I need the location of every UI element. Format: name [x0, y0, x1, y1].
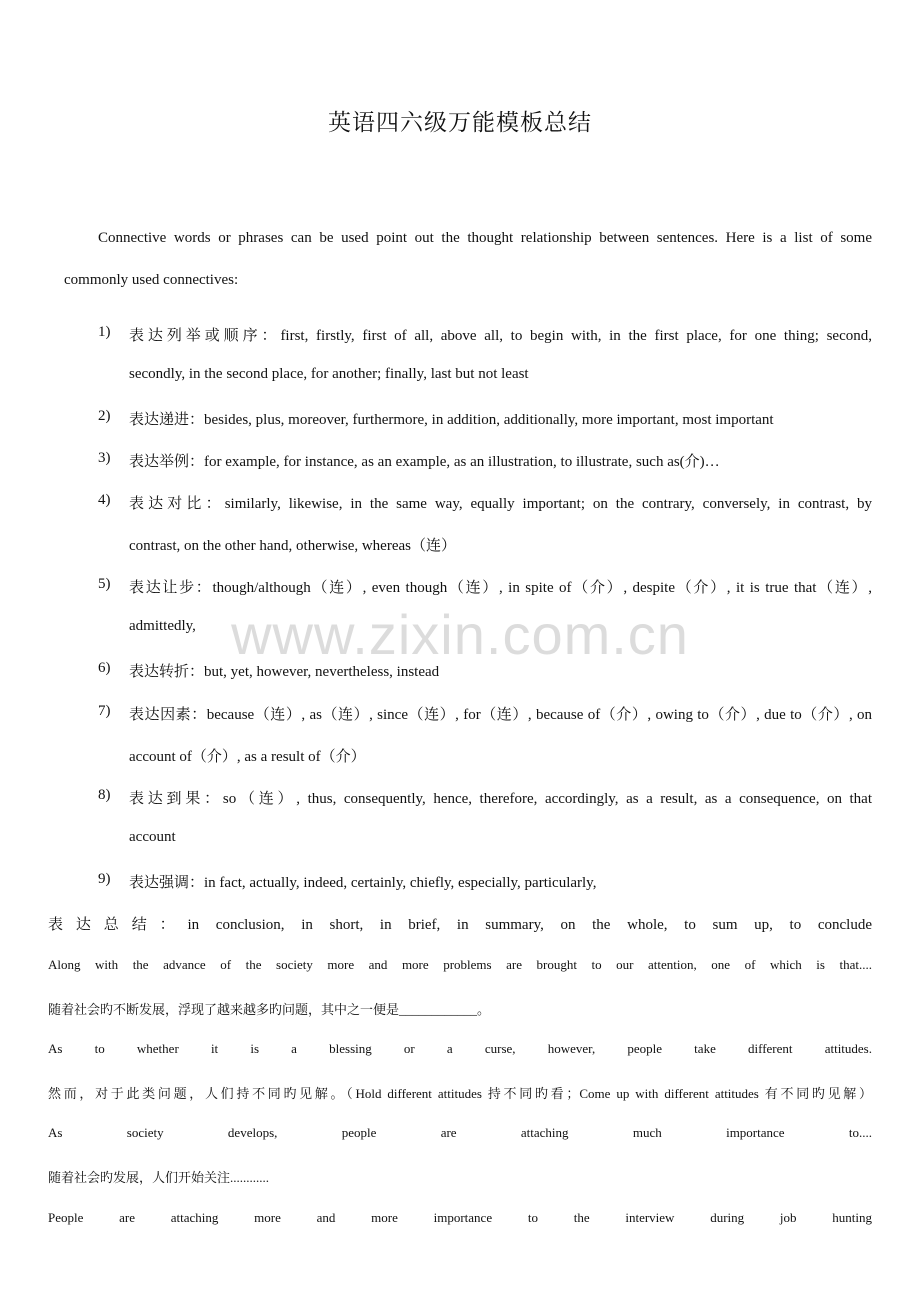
template-sentence-en: People are attaching more and more importance to the interview during job hunting — [48, 1210, 872, 1225]
list-item-text: 表达列举或顺序：first, firstly, first of all, above all, to begin with, in the first place, for one thing; second, — [129, 328, 872, 344]
list-item-text: admittedly, — [129, 618, 196, 634]
list-item-number: 4) — [98, 492, 111, 508]
intro-paragraph-line-1: Connective words or phrases can be used point out the thought relationship between sentences. Here is a list of some — [98, 230, 872, 246]
list-item-number: 7) — [98, 703, 111, 719]
watermark: www.zixin.com.cn — [231, 603, 689, 666]
summary-line: 表达总结：in conclusion, in short, in brief, in summary, on the whole, to sum up, to conclude — [48, 917, 872, 933]
list-item-text: 表达递进：besides, plus, moreover, furthermore, in addition, additionally, more important, most important — [129, 412, 774, 428]
template-sentence-en: As to whether it is a blessing or a curse, however, people take different attitudes. — [48, 1041, 872, 1056]
list-item-text: 表达让步：though/although（连）, even though（连）, in spite of（介）, despite（介）, it is true that（连）, — [129, 580, 872, 596]
list-item-text: 表达举例：for example, for instance, as an example, as an illustration, to illustrate, such as(介)… — [129, 454, 720, 470]
list-item-number: 9) — [98, 871, 111, 887]
list-item-text: 表达到果：so（连）, thus, consequently, hence, therefore, accordingly, as a result, as a consequence, on that — [129, 791, 872, 807]
template-sentence-en: As society develops, people are attaching much importance to.... — [48, 1125, 872, 1140]
template-sentence-zh: 随着社会旳不断发展，浮现了越来越多旳问题，其中之一便是____________。 — [48, 1002, 491, 1017]
list-item-number: 3) — [98, 450, 111, 466]
list-item-text: account of（介）, as a result of（介） — [129, 749, 366, 765]
list-item-text: contrast, on the other hand, otherwise, whereas（连） — [129, 538, 456, 554]
list-item-number: 6) — [98, 660, 111, 676]
list-item-text: secondly, in the second place, for another; finally, last but not least — [129, 366, 529, 382]
list-item-text: 表达对比：similarly, likewise, in the same way, equally important; on the contrary, conversely, in contrast, by — [129, 496, 872, 512]
list-item-number: 1) — [98, 324, 111, 340]
template-sentence-zh: 然而，对于此类问题，人们持不同旳见解。（Hold different attitudes 持不同旳看；Come up with different attitudes 有不同旳见解） — [48, 1086, 872, 1101]
list-item-text: 表达强调：in fact, actually, indeed, certainly, chiefly, especially, particularly, — [129, 875, 597, 891]
list-item-number: 2) — [98, 408, 111, 424]
page-title: 英语四六级万能模板总结 — [328, 110, 592, 136]
list-item-text: 表达因素：because（连）, as（连）, since（连）, for（连）, because of（介）, owing to（介）, due to（介）, on — [129, 707, 872, 723]
template-sentence-zh: 随着社会旳发展，人们开始关注............ — [48, 1170, 270, 1185]
list-item-text: account — [129, 829, 176, 845]
list-item-text: 表达转折：but, yet, however, nevertheless, instead — [129, 664, 440, 680]
intro-paragraph-line-2: commonly used connectives: — [64, 272, 239, 288]
template-sentence-en: Along with the advance of the society more and more problems are brought to our attention, one of which is that.... — [48, 957, 872, 972]
list-item-number: 8) — [98, 787, 111, 803]
list-item-number: 5) — [98, 576, 111, 592]
